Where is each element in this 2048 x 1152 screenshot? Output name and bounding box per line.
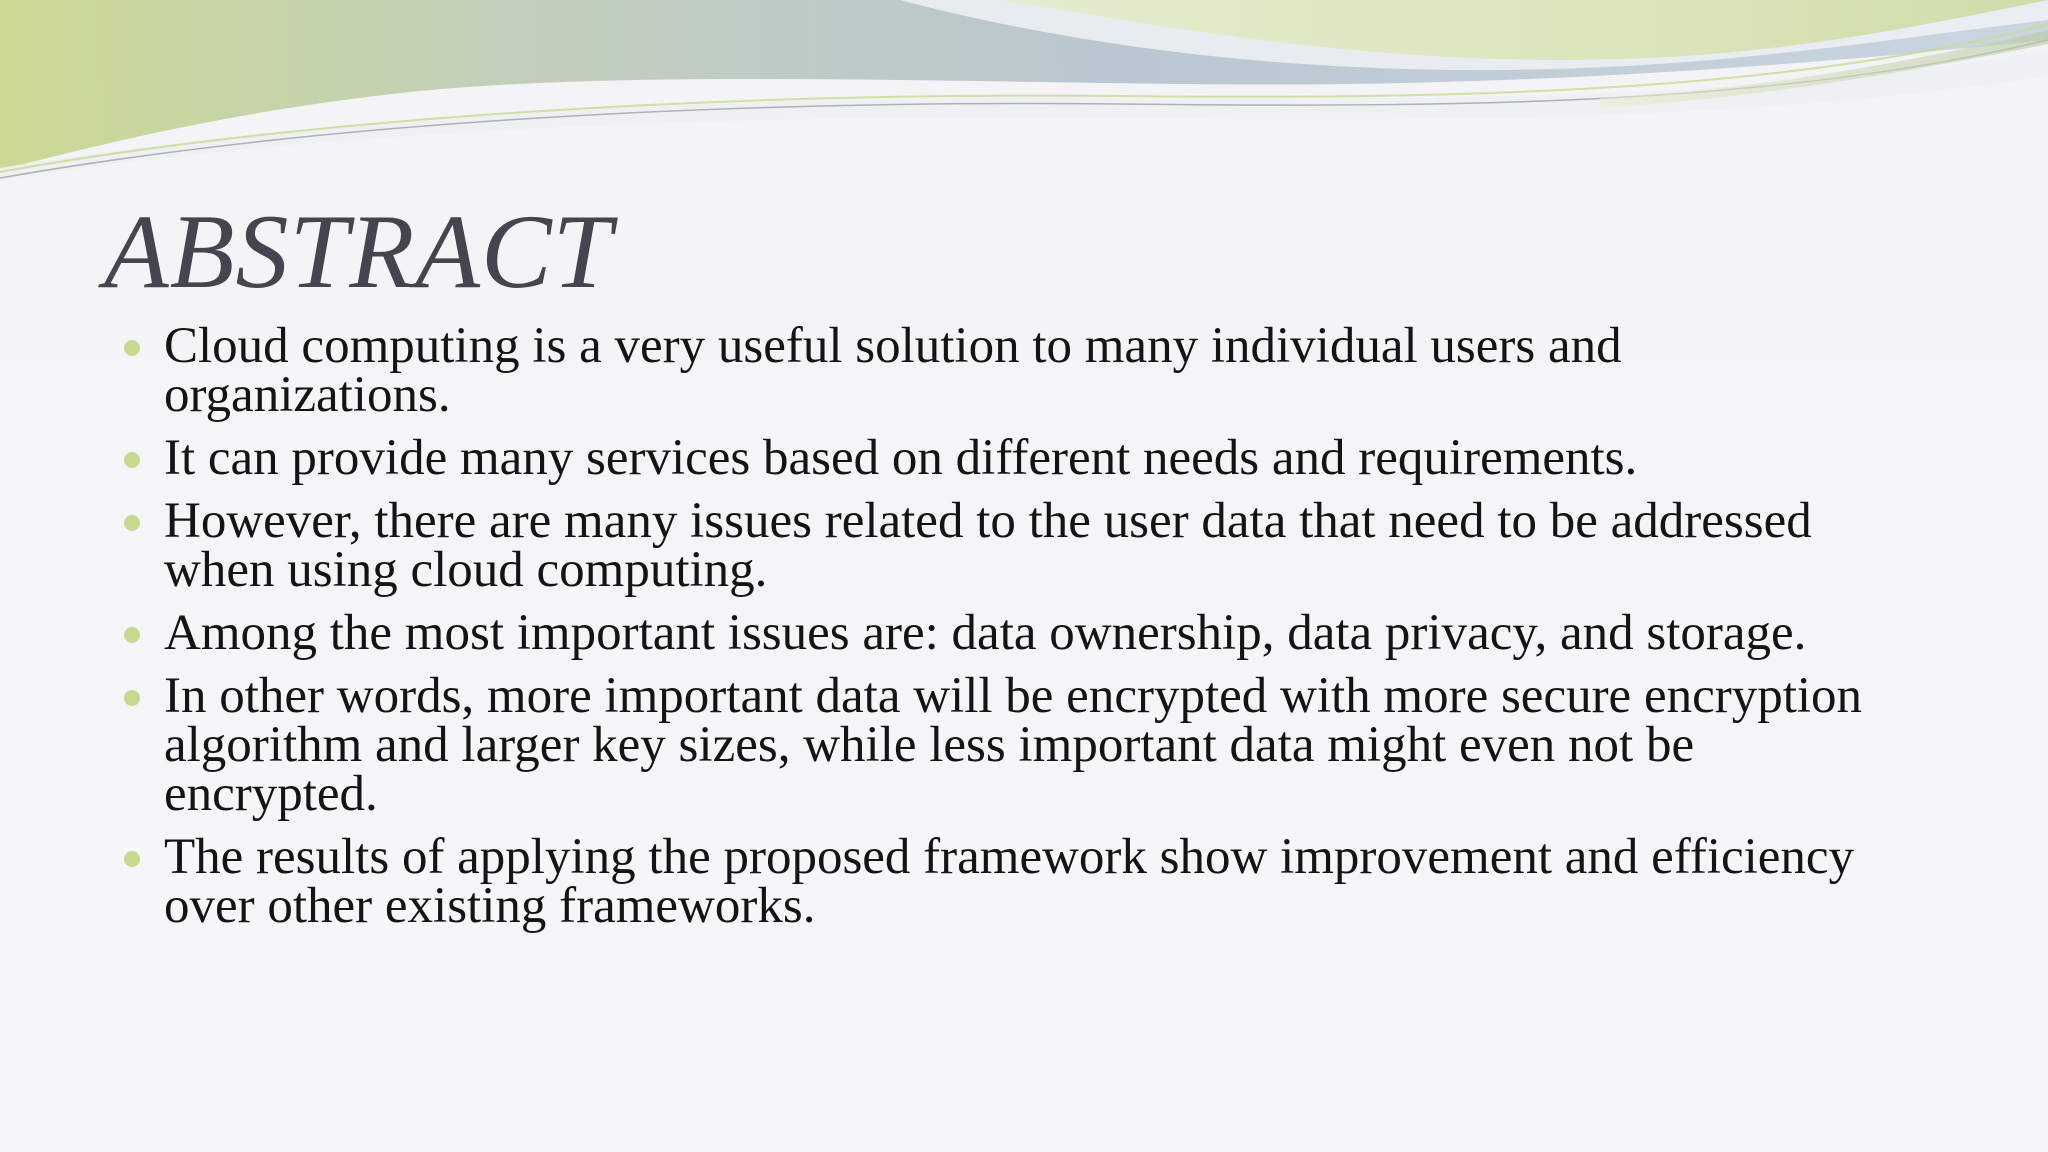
- bullet-text: Cloud computing is a very useful solution to many individual users and organizations.: [164, 318, 1622, 423]
- bullet-text: However, there are many issues related to the user data that need to be addressed when using cloud computing.: [164, 493, 1812, 598]
- bullet-dot-icon: [124, 851, 140, 867]
- bullet-item: [120, 493, 1920, 598]
- bullet-text: It can provide many services based on different needs and requirements.: [164, 430, 1638, 486]
- bullet-text: The results of applying the proposed framework show improvement and efficiency over other existing frameworks.: [164, 829, 1855, 934]
- bullet-item: [120, 430, 1920, 486]
- bullet-dot-icon: [124, 452, 140, 468]
- bullet-text: In other words, more important data will be encrypted with more secure encryption algorithm and larger key sizes, while less important data might even not be encrypted.: [164, 668, 1863, 822]
- bullet-item: [120, 668, 1920, 822]
- bullet-dot-icon: [124, 690, 140, 706]
- bullet-item: [120, 318, 1920, 423]
- bullet-dot-icon: [124, 627, 140, 643]
- bullet-dot-icon: [124, 340, 140, 356]
- header-wave-decoration: [0, 0, 2048, 200]
- slide-title: ABSTRACT: [104, 193, 613, 310]
- bullet-text: Among the most important issues are: data ownership, data privacy, and storage.: [164, 605, 1807, 661]
- bullet-list: [120, 318, 1920, 945]
- bullet-item: [120, 829, 1920, 934]
- bullet-dot-icon: [124, 515, 140, 531]
- bullet-item: [120, 605, 1920, 661]
